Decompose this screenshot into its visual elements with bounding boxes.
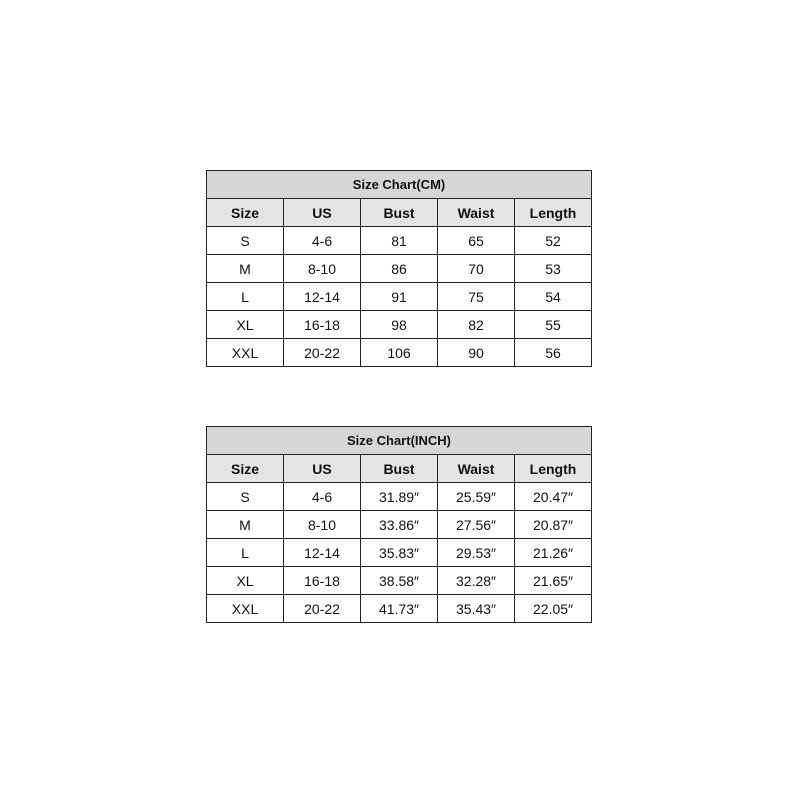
cell-length: 54 [515, 283, 592, 311]
cell-us: 20-22 [284, 595, 361, 623]
cell-waist: 25.59″ [438, 483, 515, 511]
column-header-length: Length [515, 199, 592, 227]
table-title-row [207, 427, 592, 455]
cell-bust: 86 [361, 255, 438, 283]
cell-length: 56 [515, 339, 592, 367]
cell-length: 53 [515, 255, 592, 283]
cell-us: 4-6 [284, 227, 361, 255]
cell-bust: 33.86″ [361, 511, 438, 539]
cell-waist: 29.53″ [438, 539, 515, 567]
cell-bust: 41.73″ [361, 595, 438, 623]
cell-size: XL [207, 311, 284, 339]
cell-waist: 75 [438, 283, 515, 311]
cell-length: 21.26″ [515, 539, 592, 567]
column-header-waist: Waist [438, 455, 515, 483]
cell-length: 22.05″ [515, 595, 592, 623]
table-title: Size Chart(INCH) [207, 427, 592, 455]
table-row [207, 255, 592, 283]
cell-bust: 91 [361, 283, 438, 311]
table-header-row [207, 455, 592, 483]
cell-size: S [207, 227, 284, 255]
cell-bust: 106 [361, 339, 438, 367]
cell-waist: 65 [438, 227, 515, 255]
table-header-row [207, 199, 592, 227]
cell-length: 21.65″ [515, 567, 592, 595]
table-title: Size Chart(CM) [207, 171, 592, 199]
column-header-us: US [284, 455, 361, 483]
cell-us: 8-10 [284, 511, 361, 539]
cell-size: XXL [207, 339, 284, 367]
cell-waist: 70 [438, 255, 515, 283]
cell-size: XXL [207, 595, 284, 623]
cell-length: 20.87″ [515, 511, 592, 539]
cell-length: 52 [515, 227, 592, 255]
table-row [207, 483, 592, 511]
cell-length: 20.47″ [515, 483, 592, 511]
cell-us: 8-10 [284, 255, 361, 283]
cell-us: 20-22 [284, 339, 361, 367]
cell-size: L [207, 539, 284, 567]
cell-bust: 31.89″ [361, 483, 438, 511]
cell-us: 16-18 [284, 567, 361, 595]
table-row [207, 227, 592, 255]
cell-us: 12-14 [284, 283, 361, 311]
cell-size: M [207, 511, 284, 539]
cell-us: 16-18 [284, 311, 361, 339]
cell-bust: 38.58″ [361, 567, 438, 595]
cell-waist: 82 [438, 311, 515, 339]
table-row [207, 595, 592, 623]
cell-us: 4-6 [284, 483, 361, 511]
table-row [207, 511, 592, 539]
cell-waist: 32.28″ [438, 567, 515, 595]
column-header-waist: Waist [438, 199, 515, 227]
column-header-length: Length [515, 455, 592, 483]
column-header-bust: Bust [361, 455, 438, 483]
column-header-size: Size [207, 455, 284, 483]
table-row [207, 311, 592, 339]
column-header-us: US [284, 199, 361, 227]
table-row [207, 339, 592, 367]
size-chart-inch-table [206, 426, 592, 623]
cell-length: 55 [515, 311, 592, 339]
cell-size: S [207, 483, 284, 511]
cell-waist: 35.43″ [438, 595, 515, 623]
table-row [207, 539, 592, 567]
cell-bust: 98 [361, 311, 438, 339]
cell-us: 12-14 [284, 539, 361, 567]
column-header-size: Size [207, 199, 284, 227]
cell-size: L [207, 283, 284, 311]
cell-waist: 90 [438, 339, 515, 367]
cell-size: M [207, 255, 284, 283]
table-title-row [207, 171, 592, 199]
cell-bust: 81 [361, 227, 438, 255]
table-row [207, 567, 592, 595]
column-header-bust: Bust [361, 199, 438, 227]
cell-bust: 35.83″ [361, 539, 438, 567]
table-row [207, 283, 592, 311]
cell-waist: 27.56″ [438, 511, 515, 539]
cell-size: XL [207, 567, 284, 595]
size-chart-cm-table [206, 170, 592, 367]
